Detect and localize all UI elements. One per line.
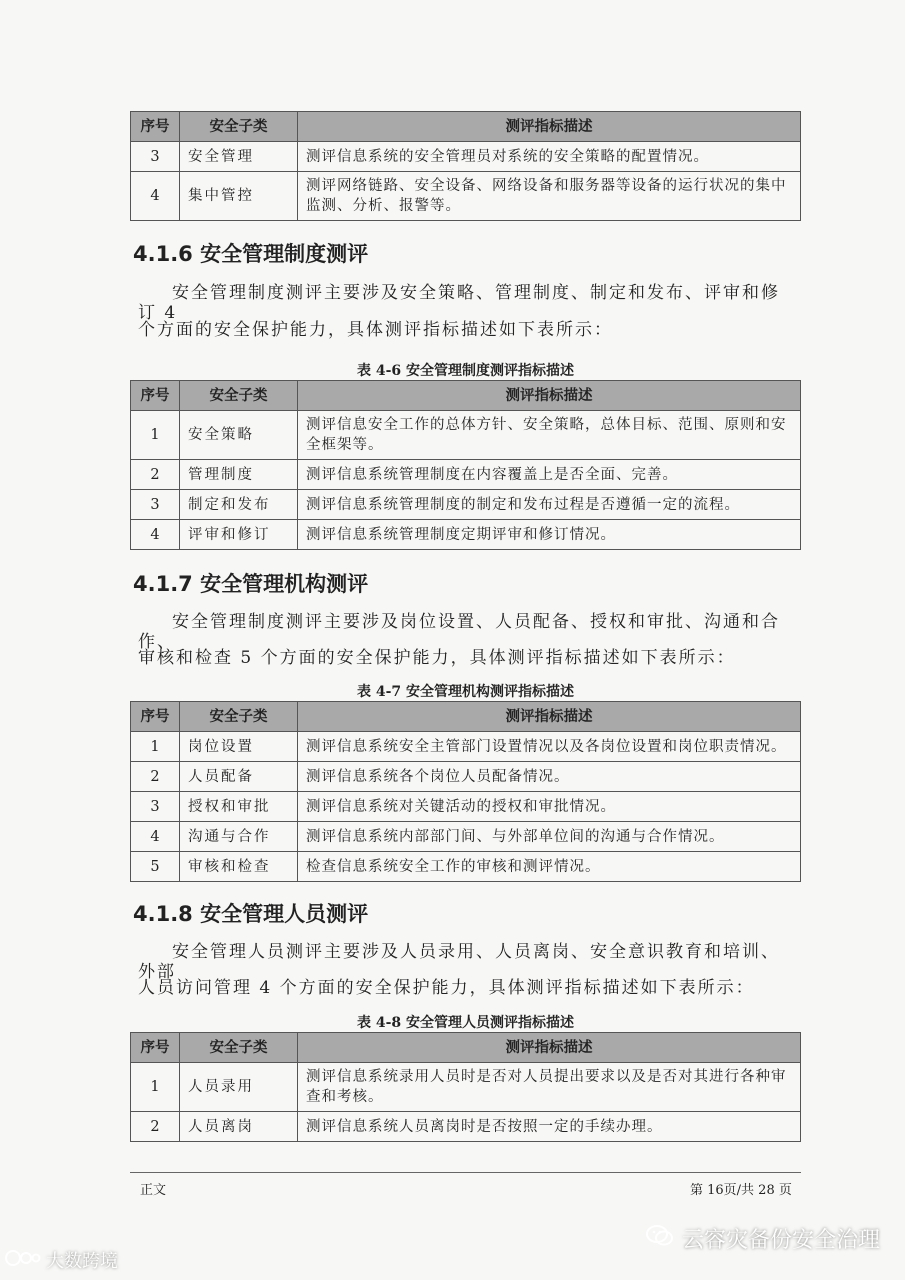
header-sub: 安全子类	[180, 702, 298, 732]
table-4-6	[130, 380, 801, 550]
table-top	[130, 111, 801, 221]
cell-desc: 测评信息系统管理制度在内容覆盖上是否全面、完善。	[298, 460, 801, 490]
header-desc: 测评指标描述	[298, 381, 801, 411]
header-desc: 测评指标描述	[298, 1033, 801, 1063]
paragraph-line: 安全管理制度测评主要涉及安全策略、管理制度、制定和发布、评审和修订 4	[138, 283, 780, 323]
header-sub: 安全子类	[180, 1033, 298, 1063]
paragraph-line: 个方面的安全保护能力，具体测评指标描述如下表所示：	[138, 320, 613, 340]
cell-num: 1	[131, 411, 180, 460]
cell-num: 3	[131, 490, 180, 520]
table-header-row	[131, 381, 801, 411]
watermark-left-text: 大数跨境	[46, 1251, 118, 1272]
cell-sub: 岗位设置	[180, 732, 298, 762]
cell-sub: 授权和审批	[180, 792, 298, 822]
section-heading-4-1-8: 4.1.8 安全管理人员测评	[133, 902, 369, 926]
cell-desc: 测评信息系统人员离岗时是否按照一定的手续办理。	[298, 1112, 801, 1142]
paragraph-line: 人员访问管理 4 个方面的安全保护能力，具体测评指标描述如下表所示：	[138, 978, 755, 998]
footer-page-number: 第 16页/共 28 页	[690, 1183, 792, 1198]
header-num: 序号	[131, 1033, 180, 1063]
header-num: 序号	[131, 381, 180, 411]
table-row	[131, 142, 801, 172]
cell-desc: 测评信息系统各个岗位人员配备情况。	[298, 762, 801, 792]
table-header-row	[131, 702, 801, 732]
header-sub: 安全子类	[180, 112, 298, 142]
table-row	[131, 732, 801, 762]
header-desc: 测评指标描述	[298, 702, 801, 732]
cell-sub: 安全管理	[180, 142, 298, 172]
cell-sub: 人员录用	[180, 1063, 298, 1112]
cell-sub: 集中管控	[180, 172, 298, 221]
paragraph-line: 安全管理制度测评主要涉及岗位设置、人员配备、授权和审批、沟通和合作、	[138, 612, 780, 652]
logo-icon	[4, 1248, 42, 1273]
watermark-right-text: 云容灾备份安全治理	[682, 1228, 881, 1253]
table-4-7	[130, 701, 801, 882]
cell-sub: 人员离岗	[180, 1112, 298, 1142]
cell-desc: 测评信息系统安全主管部门设置情况以及各岗位设置和岗位职责情况。	[298, 732, 801, 762]
cell-num: 3	[131, 142, 180, 172]
table-row	[131, 852, 801, 882]
cell-sub: 人员配备	[180, 762, 298, 792]
cell-num: 1	[131, 732, 180, 762]
table-row	[131, 1112, 801, 1142]
cell-num: 3	[131, 792, 180, 822]
footer-section-label: 正文	[140, 1183, 167, 1198]
watermark-left	[4, 1247, 118, 1273]
table-row	[131, 411, 801, 460]
cell-sub: 安全策略	[180, 411, 298, 460]
cell-num: 2	[131, 762, 180, 792]
table-row	[131, 490, 801, 520]
header-sub: 安全子类	[180, 381, 298, 411]
table-row	[131, 460, 801, 490]
section-heading-4-1-6: 4.1.6 安全管理制度测评	[133, 242, 369, 266]
cell-sub: 评审和修订	[180, 520, 298, 550]
watermark-right	[646, 1223, 880, 1254]
header-num: 序号	[131, 112, 180, 142]
cell-sub: 沟通与合作	[180, 822, 298, 852]
paragraph-line: 安全管理人员测评主要涉及人员录用、人员离岗、安全意识教育和培训、外部	[138, 942, 780, 982]
table-header-row	[131, 1033, 801, 1063]
cell-desc: 测评信息系统内部部门间、与外部单位间的沟通与合作情况。	[298, 822, 801, 852]
cell-desc: 测评信息系统管理制度的制定和发布过程是否遵循一定的流程。	[298, 490, 801, 520]
section-heading-4-1-7: 4.1.7 安全管理机构测评	[133, 572, 369, 596]
table-row	[131, 172, 801, 221]
table-header-row	[131, 112, 801, 142]
cell-num: 5	[131, 852, 180, 882]
cell-desc: 测评信息系统录用人员时是否对人员提出要求以及是否对其进行各种审查和考核。	[298, 1063, 801, 1112]
table-row	[131, 792, 801, 822]
cell-num: 4	[131, 520, 180, 550]
cell-sub: 审核和检查	[180, 852, 298, 882]
footer-divider	[130, 1172, 801, 1173]
table-row	[131, 520, 801, 550]
cell-num: 2	[131, 1112, 180, 1142]
table-row	[131, 762, 801, 792]
table-row	[131, 822, 801, 852]
cell-num: 4	[131, 172, 180, 221]
table-4-8	[130, 1032, 801, 1142]
cell-num: 4	[131, 822, 180, 852]
cell-desc: 测评信息系统的安全管理员对系统的安全策略的配置情况。	[298, 142, 801, 172]
cell-num: 2	[131, 460, 180, 490]
header-desc: 测评指标描述	[298, 112, 801, 142]
cell-desc: 测评网络链路、安全设备、网络设备和服务器等设备的运行状况的集中监测、分析、报警等。	[298, 172, 801, 221]
cell-desc: 检查信息系统安全工作的审核和测评情况。	[298, 852, 801, 882]
wechat-icon	[646, 1224, 674, 1254]
table-row	[131, 1063, 801, 1112]
paragraph-line: 审核和检查 5 个方面的安全保护能力，具体测评指标描述如下表所示：	[138, 648, 736, 668]
table-caption-4-8: 表 4-8 安全管理人员测评指标描述	[356, 1015, 575, 1031]
table-caption-4-6: 表 4-6 安全管理制度测评指标描述	[356, 363, 575, 379]
cell-desc: 测评信息安全工作的总体方针、安全策略，总体目标、范围、原则和安全框架等。	[298, 411, 801, 460]
cell-sub: 制定和发布	[180, 490, 298, 520]
cell-desc: 测评信息系统管理制度定期评审和修订情况。	[298, 520, 801, 550]
cell-num: 1	[131, 1063, 180, 1112]
table-caption-4-7: 表 4-7 安全管理机构测评指标描述	[356, 684, 575, 700]
header-num: 序号	[131, 702, 180, 732]
cell-desc: 测评信息系统对关键活动的授权和审批情况。	[298, 792, 801, 822]
cell-sub: 管理制度	[180, 460, 298, 490]
